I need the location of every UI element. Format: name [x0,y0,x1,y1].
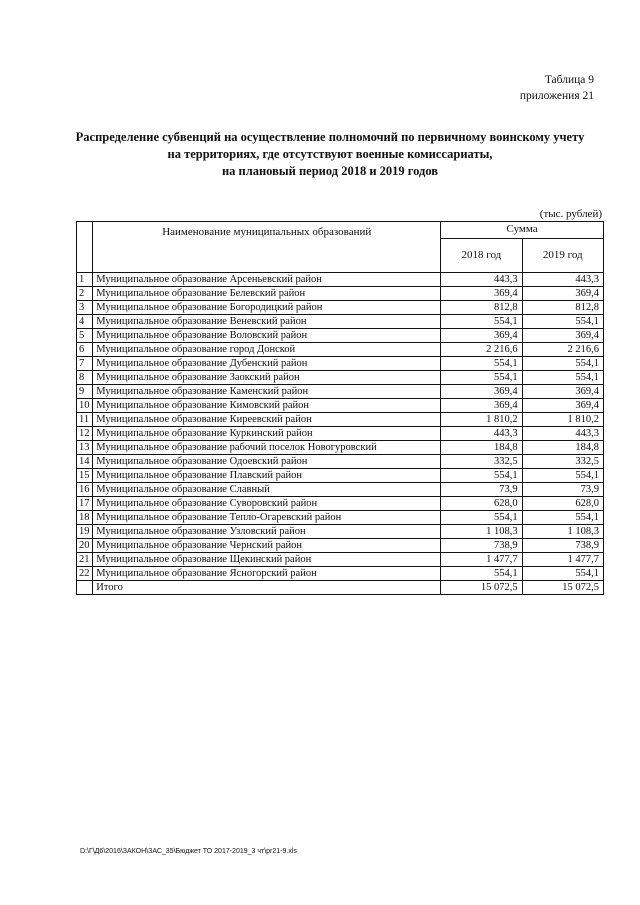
total-number-cell [77,581,93,595]
row-value-2018: 1 810,2 [441,413,522,427]
header-2018: 2018 год [441,238,522,272]
file-path-footer: D:\Г\Д6\2016\ЗАКОН\ЗАС_35\Бюджет ТО 2017-2019_3 чт\pr21-9.xls [80,848,297,855]
header-2019: 2019 год [522,238,603,272]
row-name: Муниципальное образование Чернский район [93,539,441,553]
table-row [77,427,604,441]
row-number: 18 [77,511,93,525]
row-name: Муниципальное образование город Донской [93,343,441,357]
row-value-2019: 1 810,2 [522,413,603,427]
row-value-2019: 738,9 [522,539,603,553]
row-number: 2 [77,287,93,301]
row-name: Муниципальное образование Заокский район [93,371,441,385]
row-number: 22 [77,567,93,581]
row-number: 21 [77,553,93,567]
row-name: Муниципальное образование Дубенский район [93,357,441,371]
table-row [77,301,604,315]
header-number-cell [77,222,93,273]
units-note: (тыс. рублей) [539,208,602,220]
table-row [77,525,604,539]
row-value-2018: 443,3 [441,427,522,441]
row-value-2019: 554,1 [522,567,603,581]
total-row [77,581,604,595]
row-value-2018: 1 108,3 [441,525,522,539]
row-number: 7 [77,357,93,371]
table-row [77,273,604,287]
table-row [77,441,604,455]
row-value-2018: 554,1 [441,567,522,581]
row-value-2018: 369,4 [441,399,522,413]
row-value-2019: 2 216,6 [522,343,603,357]
row-value-2018: 554,1 [441,469,522,483]
row-name: Муниципальное образование Киреевский район [93,413,441,427]
table-reference [520,72,594,104]
row-number: 12 [77,427,93,441]
table-label: Таблица 9 [544,74,594,86]
row-value-2018: 554,1 [441,357,522,371]
table-row [77,539,604,553]
row-value-2018: 738,9 [441,539,522,553]
row-value-2019: 332,5 [522,455,603,469]
row-value-2019: 812,8 [522,301,603,315]
row-value-2019: 443,3 [522,427,603,441]
row-number: 19 [77,525,93,539]
header-sum: Сумма [441,222,604,239]
table-row [77,511,604,525]
row-value-2018: 369,4 [441,329,522,343]
row-value-2019: 554,1 [522,371,603,385]
row-number: 8 [77,371,93,385]
table-row [77,371,604,385]
row-value-2018: 554,1 [441,315,522,329]
row-name: Муниципальное образование Веневский район [93,315,441,329]
table-row [77,497,604,511]
row-value-2018: 628,0 [441,497,522,511]
header-name: Наименование муниципальных образований [93,222,441,273]
table-row [77,357,604,371]
row-number: 3 [77,301,93,315]
row-value-2018: 812,8 [441,301,522,315]
row-value-2018: 2 216,6 [441,343,522,357]
row-value-2019: 369,4 [522,399,603,413]
row-name: Муниципальное образование Воловский район [93,329,441,343]
row-value-2019: 554,1 [522,511,603,525]
row-value-2019: 554,1 [522,469,603,483]
row-number: 10 [77,399,93,413]
row-number: 16 [77,483,93,497]
row-number: 14 [77,455,93,469]
row-value-2018: 554,1 [441,511,522,525]
table-row [77,483,604,497]
row-name: Муниципальное образование Щекинский район [93,553,441,567]
row-value-2019: 1 477,7 [522,553,603,567]
document-title [60,129,600,180]
total-2018: 15 072,5 [441,581,522,595]
row-number: 13 [77,441,93,455]
row-value-2018: 184,8 [441,441,522,455]
table-row [77,553,604,567]
row-value-2019: 443,3 [522,273,603,287]
row-name: Муниципальное образование Белевский район [93,287,441,301]
row-name: Муниципальное образование Каменский район [93,385,441,399]
row-name: Муниципальное образование Славный [93,483,441,497]
row-value-2019: 369,4 [522,329,603,343]
row-value-2018: 369,4 [441,385,522,399]
row-number: 11 [77,413,93,427]
row-name: Муниципальное образование Узловский район [93,525,441,539]
row-value-2019: 554,1 [522,357,603,371]
row-name: Муниципальное образование Куркинский район [93,427,441,441]
row-value-2018: 332,5 [441,455,522,469]
row-value-2019: 369,4 [522,287,603,301]
row-value-2019: 554,1 [522,315,603,329]
row-name: Муниципальное образование Одоевский район [93,455,441,469]
row-value-2019: 369,4 [522,385,603,399]
row-value-2019: 628,0 [522,497,603,511]
subsidy-table [76,221,604,595]
row-number: 15 [77,469,93,483]
appendix-label: приложения 21 [519,90,594,102]
table-row [77,287,604,301]
row-value-2018: 73,9 [441,483,522,497]
row-number: 17 [77,497,93,511]
table-body [77,273,604,595]
row-name: Муниципальное образование Плавский район [93,469,441,483]
total-2019: 15 072,5 [522,581,603,595]
row-name: Муниципальное образование Суворовский район [93,497,441,511]
table-row [77,329,604,343]
row-name: Муниципальное образование Ясногорский район [93,567,441,581]
row-number: 4 [77,315,93,329]
total-label: Итого [93,581,441,595]
table-row [77,455,604,469]
row-value-2019: 184,8 [522,441,603,455]
row-name: Муниципальное образование Тепло-Огаревский район [93,511,441,525]
table-row [77,399,604,413]
title-line-1: Распределение субвенций на осуществление полномочий по первичному воинскому учету [75,130,585,144]
row-value-2018: 369,4 [441,287,522,301]
title-line-3: на плановый период 2018 и 2019 годов [221,164,439,178]
row-number: 9 [77,385,93,399]
row-value-2019: 73,9 [522,483,603,497]
row-name: Муниципальное образование рабочий поселок Новогуровский [93,441,441,455]
row-number: 5 [77,329,93,343]
row-value-2018: 443,3 [441,273,522,287]
row-value-2019: 1 108,3 [522,525,603,539]
title-line-2: на территориях, где отсутствуют военные комиссариаты, [167,147,493,161]
row-number: 6 [77,343,93,357]
table-row [77,469,604,483]
row-number: 20 [77,539,93,553]
table-row [77,343,604,357]
row-value-2018: 1 477,7 [441,553,522,567]
row-value-2018: 554,1 [441,371,522,385]
table-row [77,567,604,581]
row-name: Муниципальное образование Кимовский район [93,399,441,413]
row-number: 1 [77,273,93,287]
table-row [77,413,604,427]
row-name: Муниципальное образование Арсеньевский район [93,273,441,287]
table-row [77,385,604,399]
table-row [77,315,604,329]
row-name: Муниципальное образование Богородицкий район [93,301,441,315]
